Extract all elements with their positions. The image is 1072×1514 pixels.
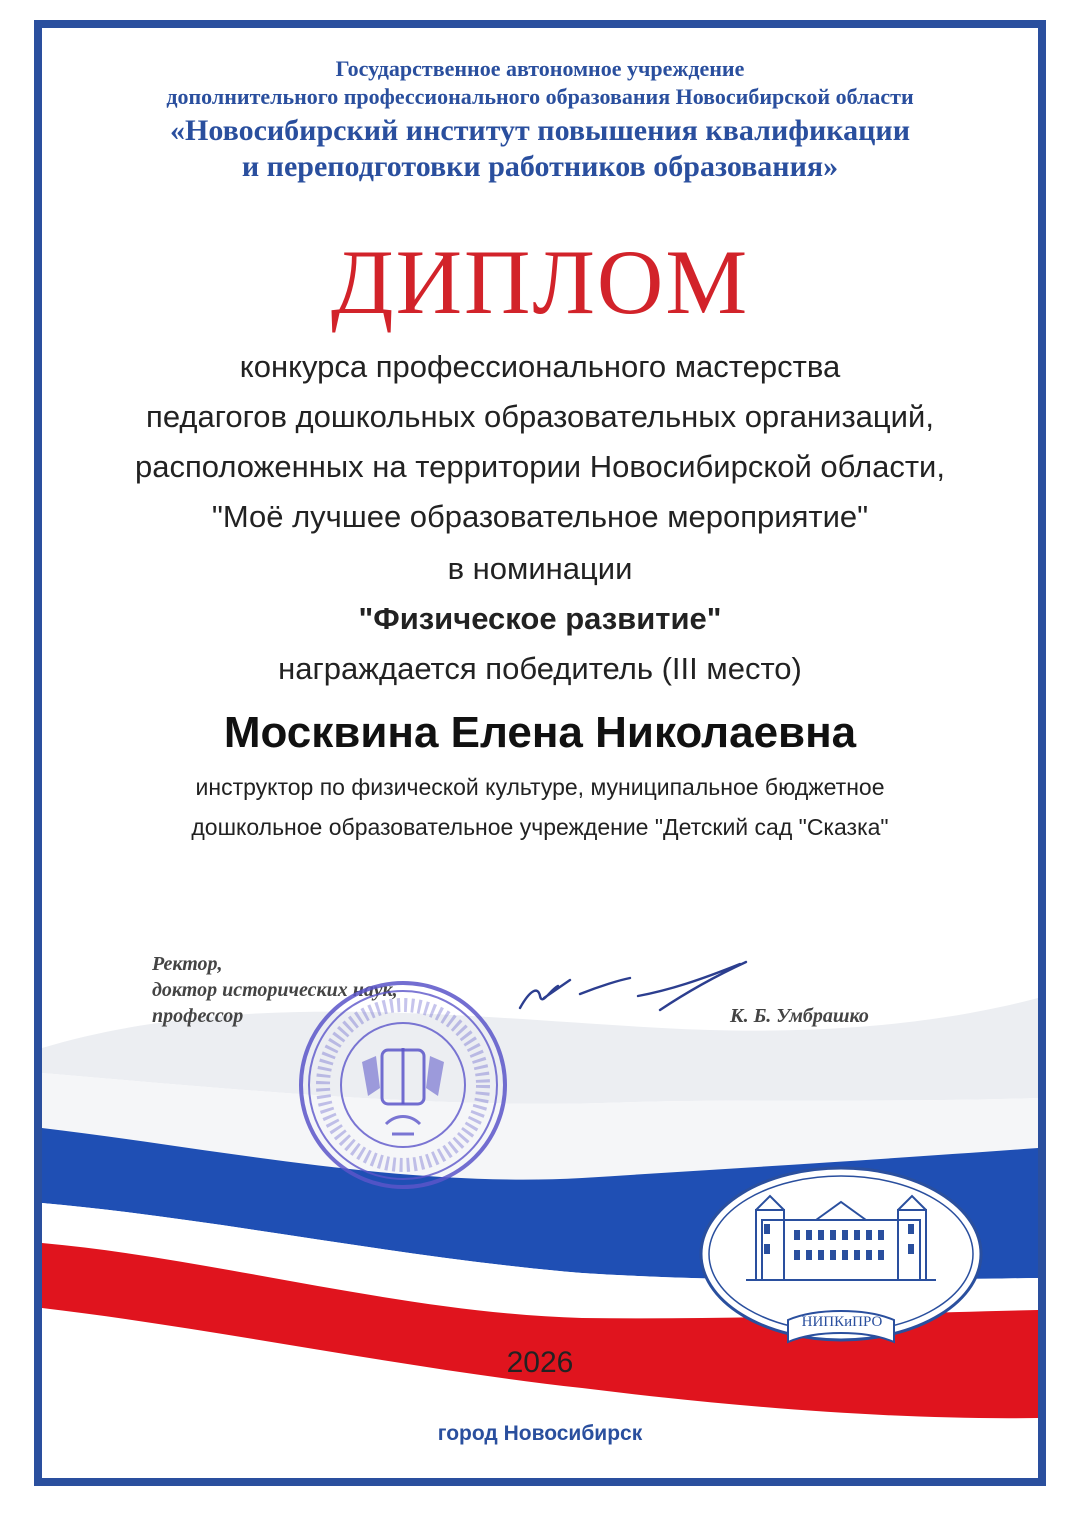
- diploma-title: ДИПЛОМ: [330, 231, 750, 333]
- nomination-label: в номинации: [447, 551, 633, 586]
- year: 2026: [506, 1346, 574, 1379]
- official-round-seal-icon: [296, 978, 510, 1192]
- institution-line-3: «Новосибирский институт повышения квалификации: [169, 114, 910, 147]
- signatory-title-2: доктор исторических наук,: [152, 979, 398, 1001]
- nomination-name: "Физическое развитие": [358, 601, 722, 636]
- institution-line-4: и переподготовки работников образования»: [241, 150, 839, 183]
- signatory-title-1: Ректор,: [152, 953, 223, 975]
- contest-line-1: конкурса профессионального мастерства: [239, 349, 841, 384]
- signatory-title-3: профессор: [152, 1005, 244, 1027]
- contest-name: "Моё лучшее образовательное мероприятие": [211, 499, 869, 534]
- awardee-name: Москвина Елена Николаевна: [223, 708, 857, 757]
- handwritten-signature: [510, 950, 750, 1020]
- awardee-position-2: дошкольное образовательное учреждение "Детский сад "Сказка": [191, 814, 889, 840]
- diploma-content: [42, 28, 1038, 1478]
- signatory-name: К. Б. Умбрашко: [730, 1005, 869, 1027]
- contest-line-2: педагогов дошкольных образовательных организаций,: [146, 399, 934, 434]
- award-line: награждается победитель (III место): [278, 651, 802, 686]
- emblem-label: НИПКиПРО: [801, 1314, 883, 1330]
- city: город Новосибирск: [437, 1422, 643, 1445]
- institution-line-1: Государственное автономное учреждение: [335, 56, 745, 81]
- contest-line-3: расположенных на территории Новосибирской области,: [135, 449, 945, 484]
- awardee-position-1: инструктор по физической культуре, муниципальное бюджетное: [195, 774, 885, 800]
- institution-line-2: дополнительного профессионального образования Новосибирской области: [166, 84, 914, 109]
